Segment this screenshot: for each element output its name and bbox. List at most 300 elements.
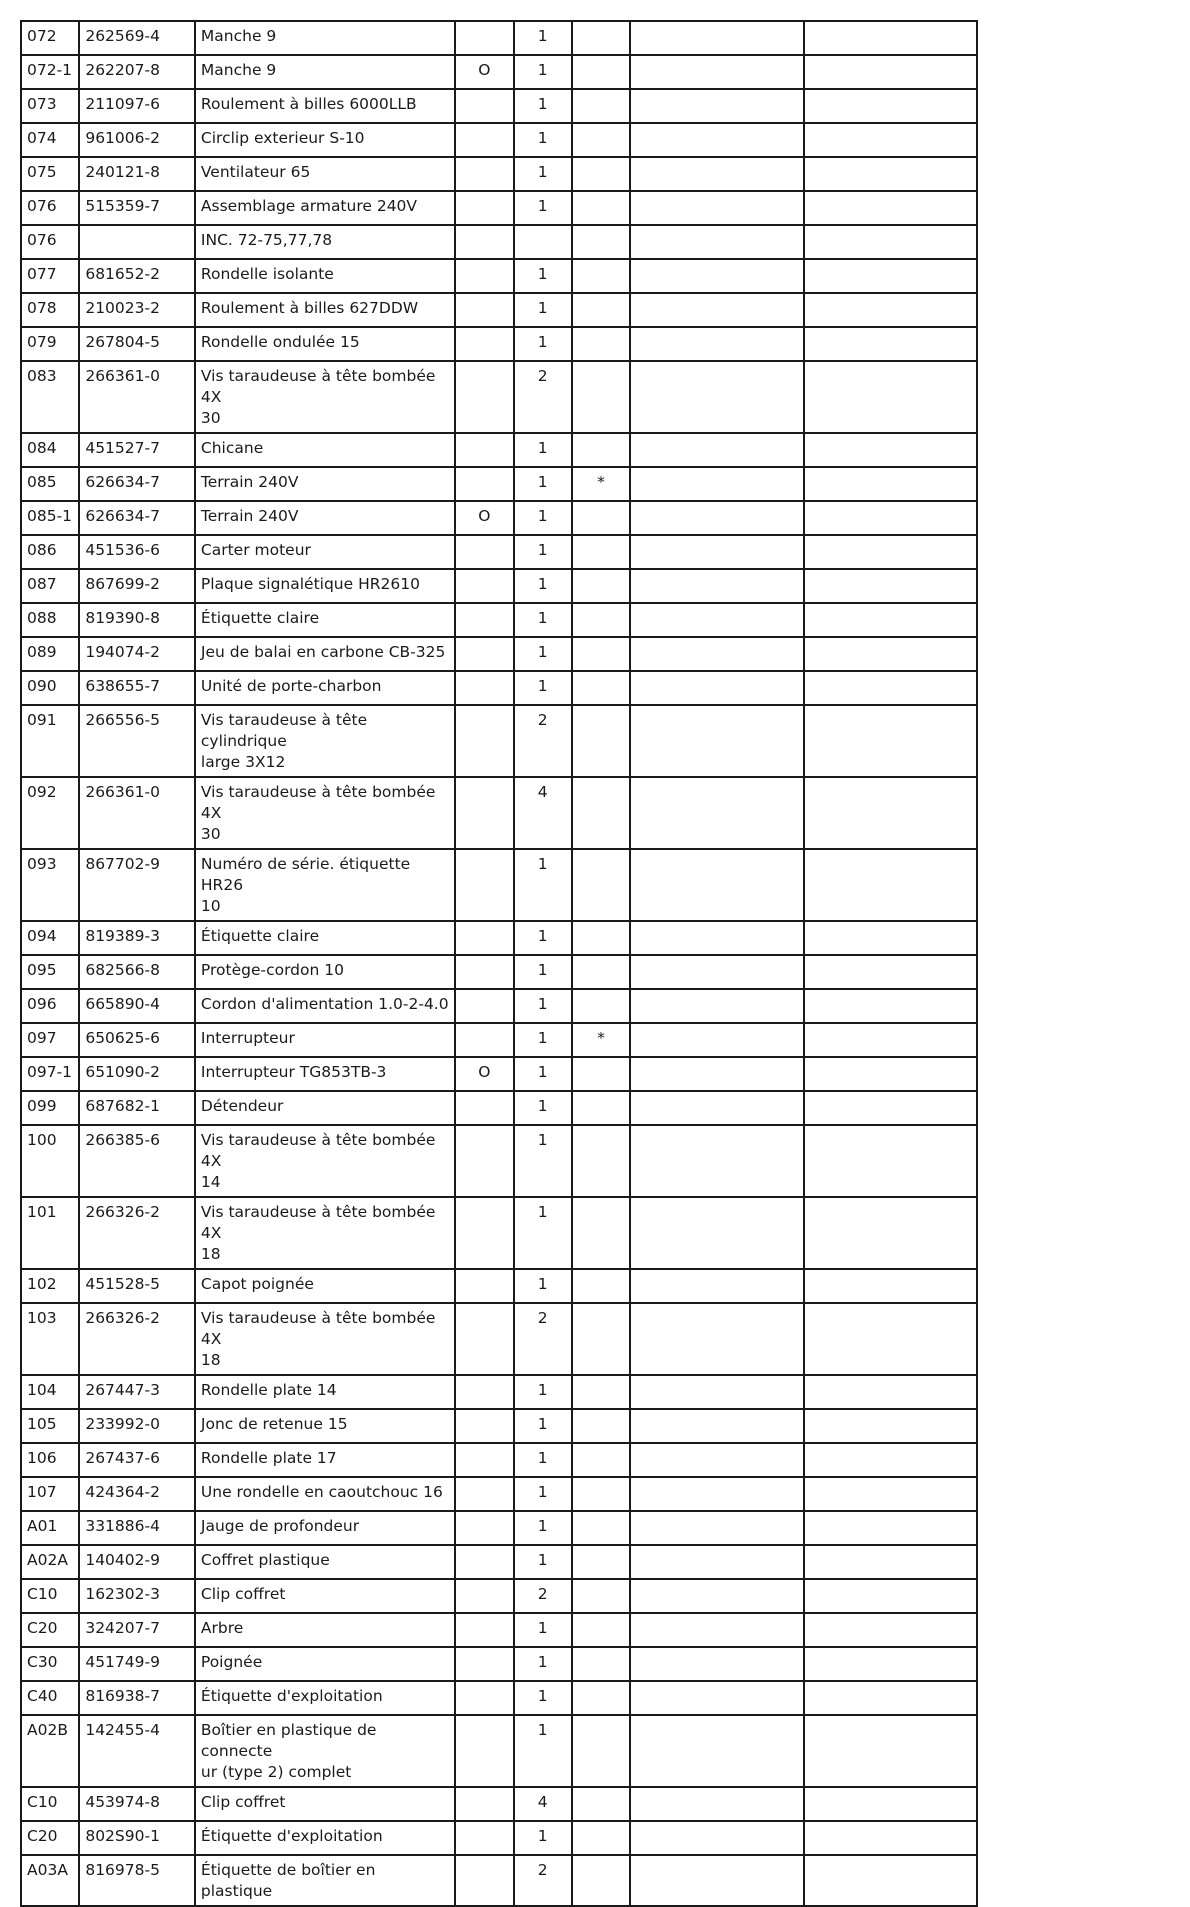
table-row [21, 1477, 977, 1511]
table-row [21, 433, 977, 467]
empty-cell [630, 293, 804, 327]
description-cell: Arbre [195, 1613, 455, 1647]
quantity-cell: 2 [514, 1303, 572, 1375]
note-cell [572, 361, 630, 433]
description-cell: Étiquette claire [195, 603, 455, 637]
quantity-cell: 1 [514, 535, 572, 569]
part-number-cell: 451527-7 [79, 433, 195, 467]
note-cell: * [572, 1023, 630, 1057]
quantity-cell: 1 [514, 1715, 572, 1787]
note-cell [572, 1613, 630, 1647]
empty-cell [630, 637, 804, 671]
description-cell: Unité de porte-charbon [195, 671, 455, 705]
empty-cell [630, 989, 804, 1023]
quantity-cell: 1 [514, 89, 572, 123]
empty-cell [630, 191, 804, 225]
description-cell: Vis taraudeuse à tête bombée 4X 30 [195, 777, 455, 849]
empty-cell [804, 989, 977, 1023]
description-cell: Manche 9 [195, 21, 455, 55]
item-number-cell: 078 [21, 293, 79, 327]
empty-cell [630, 1057, 804, 1091]
item-number-cell: 084 [21, 433, 79, 467]
table-row [21, 225, 977, 259]
empty-cell [804, 777, 977, 849]
description-cell: Cordon d'alimentation 1.0-2-4.0 [195, 989, 455, 1023]
table-row [21, 1409, 977, 1443]
option-cell [455, 89, 513, 123]
item-number-cell: 076 [21, 225, 79, 259]
quantity-cell: 1 [514, 1511, 572, 1545]
description-cell: Vis taraudeuse à tête cylindrique large 3X12 [195, 705, 455, 777]
part-number-cell: 266361-0 [79, 361, 195, 433]
option-cell [455, 467, 513, 501]
empty-cell [804, 1855, 977, 1906]
table-row [21, 603, 977, 637]
table-row [21, 467, 977, 501]
empty-cell [804, 1715, 977, 1787]
empty-cell [804, 259, 977, 293]
option-cell [455, 1545, 513, 1579]
option-cell [455, 1125, 513, 1197]
item-number-cell: 077 [21, 259, 79, 293]
description-cell: Protège-cordon 10 [195, 955, 455, 989]
quantity-cell: 1 [514, 569, 572, 603]
quantity-cell: 1 [514, 1375, 572, 1409]
option-cell [455, 849, 513, 921]
note-cell [572, 1057, 630, 1091]
empty-cell [804, 1269, 977, 1303]
description-cell: Clip coffret [195, 1579, 455, 1613]
option-cell [455, 1269, 513, 1303]
item-number-cell: 094 [21, 921, 79, 955]
empty-cell [630, 603, 804, 637]
note-cell [572, 293, 630, 327]
item-number-cell: 074 [21, 123, 79, 157]
note-cell: * [572, 467, 630, 501]
note-cell [572, 989, 630, 1023]
note-cell [572, 1855, 630, 1906]
empty-cell [630, 777, 804, 849]
note-cell [572, 1269, 630, 1303]
item-number-cell: 101 [21, 1197, 79, 1269]
table-row [21, 921, 977, 955]
part-number-cell: 451528-5 [79, 1269, 195, 1303]
part-number-cell: 867702-9 [79, 849, 195, 921]
option-cell [455, 1579, 513, 1613]
part-number-cell: 638655-7 [79, 671, 195, 705]
description-cell: Ventilateur 65 [195, 157, 455, 191]
table-row [21, 1715, 977, 1787]
option-cell [455, 1023, 513, 1057]
quantity-cell: 1 [514, 955, 572, 989]
description-cell: Terrain 240V [195, 501, 455, 535]
empty-cell [630, 1303, 804, 1375]
note-cell [572, 955, 630, 989]
empty-cell [804, 1125, 977, 1197]
empty-cell [804, 637, 977, 671]
part-number-cell: 819390-8 [79, 603, 195, 637]
table-row [21, 569, 977, 603]
option-cell [455, 1787, 513, 1821]
empty-cell [630, 1579, 804, 1613]
item-number-cell: C10 [21, 1787, 79, 1821]
table-row [21, 327, 977, 361]
item-number-cell: 085-1 [21, 501, 79, 535]
part-number-cell: 681652-2 [79, 259, 195, 293]
note-cell [572, 1091, 630, 1125]
part-number-cell: 682566-8 [79, 955, 195, 989]
table-row [21, 1647, 977, 1681]
empty-cell [804, 1303, 977, 1375]
part-number-cell: 819389-3 [79, 921, 195, 955]
part-number-cell: 451749-9 [79, 1647, 195, 1681]
option-cell [455, 433, 513, 467]
empty-cell [804, 535, 977, 569]
quantity-cell: 1 [514, 191, 572, 225]
description-cell: Numéro de série. étiquette HR26 10 [195, 849, 455, 921]
part-number-cell: 802S90-1 [79, 1821, 195, 1855]
table-row [21, 1787, 977, 1821]
note-cell [572, 569, 630, 603]
part-number-cell: 266326-2 [79, 1303, 195, 1375]
quantity-cell: 1 [514, 433, 572, 467]
quantity-cell: 1 [514, 1477, 572, 1511]
empty-cell [630, 1409, 804, 1443]
empty-cell [804, 1375, 977, 1409]
note-cell [572, 1443, 630, 1477]
part-number-cell [79, 225, 195, 259]
item-number-cell: 107 [21, 1477, 79, 1511]
quantity-cell: 1 [514, 671, 572, 705]
option-cell [455, 293, 513, 327]
description-cell: Plaque signalétique HR2610 [195, 569, 455, 603]
option-cell [455, 157, 513, 191]
quantity-cell: 1 [514, 1821, 572, 1855]
empty-cell [804, 1579, 977, 1613]
empty-cell [630, 1715, 804, 1787]
item-number-cell: 072 [21, 21, 79, 55]
empty-cell [804, 705, 977, 777]
part-number-cell: 324207-7 [79, 1613, 195, 1647]
description-cell: Une rondelle en caoutchouc 16 [195, 1477, 455, 1511]
description-cell: Roulement à billes 6000LLB [195, 89, 455, 123]
part-number-cell: 867699-2 [79, 569, 195, 603]
part-number-cell: 194074-2 [79, 637, 195, 671]
option-cell [455, 637, 513, 671]
empty-cell [630, 1647, 804, 1681]
option-cell [455, 1855, 513, 1906]
quantity-cell: 1 [514, 1023, 572, 1057]
quantity-cell: 2 [514, 1579, 572, 1613]
part-number-cell: 267437-6 [79, 1443, 195, 1477]
note-cell [572, 1375, 630, 1409]
description-cell: Coffret plastique [195, 1545, 455, 1579]
table-row [21, 55, 977, 89]
table-row [21, 955, 977, 989]
table-row [21, 777, 977, 849]
item-number-cell: C20 [21, 1613, 79, 1647]
option-cell [455, 603, 513, 637]
option-cell [455, 1821, 513, 1855]
part-number-cell: 266361-0 [79, 777, 195, 849]
empty-cell [630, 1511, 804, 1545]
empty-cell [804, 1681, 977, 1715]
note-cell [572, 1197, 630, 1269]
quantity-cell: 1 [514, 1125, 572, 1197]
note-cell [572, 259, 630, 293]
empty-cell [630, 1091, 804, 1125]
table-row [21, 1057, 977, 1091]
table-row [21, 705, 977, 777]
empty-cell [630, 55, 804, 89]
option-cell [455, 123, 513, 157]
quantity-cell: 1 [514, 1091, 572, 1125]
description-cell: Roulement à billes 627DDW [195, 293, 455, 327]
note-cell [572, 637, 630, 671]
item-number-cell: 089 [21, 637, 79, 671]
item-number-cell: C30 [21, 1647, 79, 1681]
table-row [21, 89, 977, 123]
quantity-cell: 1 [514, 1545, 572, 1579]
empty-cell [804, 955, 977, 989]
option-cell [455, 1511, 513, 1545]
table-row [21, 501, 977, 535]
quantity-cell: 1 [514, 501, 572, 535]
part-number-cell: 650625-6 [79, 1023, 195, 1057]
description-cell: Clip coffret [195, 1787, 455, 1821]
note-cell [572, 671, 630, 705]
part-number-cell: 142455-4 [79, 1715, 195, 1787]
empty-cell [630, 955, 804, 989]
table-row [21, 1821, 977, 1855]
option-cell [455, 1375, 513, 1409]
empty-cell [804, 1647, 977, 1681]
item-number-cell: 087 [21, 569, 79, 603]
part-number-cell: 424364-2 [79, 1477, 195, 1511]
table-row [21, 1511, 977, 1545]
empty-cell [804, 849, 977, 921]
item-number-cell: 072-1 [21, 55, 79, 89]
empty-cell [630, 123, 804, 157]
option-cell [455, 955, 513, 989]
quantity-cell: 1 [514, 1409, 572, 1443]
option-cell [455, 921, 513, 955]
table-row [21, 1443, 977, 1477]
empty-cell [804, 1821, 977, 1855]
quantity-cell: 1 [514, 259, 572, 293]
quantity-cell: 1 [514, 1613, 572, 1647]
item-number-cell: 076 [21, 191, 79, 225]
empty-cell [630, 21, 804, 55]
item-number-cell: 104 [21, 1375, 79, 1409]
empty-cell [804, 603, 977, 637]
item-number-cell: 086 [21, 535, 79, 569]
part-number-cell: 266326-2 [79, 1197, 195, 1269]
option-cell [455, 361, 513, 433]
quantity-cell: 1 [514, 1681, 572, 1715]
note-cell [572, 1409, 630, 1443]
empty-cell [630, 1821, 804, 1855]
option-cell [455, 327, 513, 361]
empty-cell [630, 1125, 804, 1197]
note-cell [572, 921, 630, 955]
description-cell: Boîtier en plastique de connecte ur (type 2) complet [195, 1715, 455, 1787]
item-number-cell: 097-1 [21, 1057, 79, 1091]
quantity-cell: 1 [514, 637, 572, 671]
empty-cell [804, 501, 977, 535]
empty-cell [804, 293, 977, 327]
option-cell [455, 989, 513, 1023]
table-row [21, 157, 977, 191]
table-row [21, 361, 977, 433]
empty-cell [804, 1443, 977, 1477]
note-cell [572, 1545, 630, 1579]
table-row [21, 1303, 977, 1375]
table-row [21, 1545, 977, 1579]
part-number-cell: 515359-7 [79, 191, 195, 225]
option-cell [455, 1091, 513, 1125]
empty-cell [804, 21, 977, 55]
item-number-cell: A02A [21, 1545, 79, 1579]
note-cell [572, 501, 630, 535]
table-row [21, 989, 977, 1023]
empty-cell [630, 1613, 804, 1647]
empty-cell [630, 1023, 804, 1057]
item-number-cell: C40 [21, 1681, 79, 1715]
part-number-cell: 816978-5 [79, 1855, 195, 1906]
description-cell: Capot poignée [195, 1269, 455, 1303]
quantity-cell: 2 [514, 705, 572, 777]
empty-cell [804, 1091, 977, 1125]
quantity-cell: 1 [514, 123, 572, 157]
empty-cell [630, 467, 804, 501]
table-row [21, 1125, 977, 1197]
empty-cell [630, 921, 804, 955]
quantity-cell: 1 [514, 21, 572, 55]
item-number-cell: 106 [21, 1443, 79, 1477]
item-number-cell: A03A [21, 1855, 79, 1906]
option-cell [455, 1197, 513, 1269]
empty-cell [804, 569, 977, 603]
note-cell [572, 1303, 630, 1375]
part-number-cell: 267447-3 [79, 1375, 195, 1409]
table-row [21, 535, 977, 569]
empty-cell [804, 467, 977, 501]
description-cell: Étiquette d'exploitation [195, 1681, 455, 1715]
empty-cell [630, 225, 804, 259]
quantity-cell: 1 [514, 467, 572, 501]
item-number-cell: 091 [21, 705, 79, 777]
part-number-cell: 267804-5 [79, 327, 195, 361]
table-row [21, 123, 977, 157]
empty-cell [804, 327, 977, 361]
empty-cell [804, 1197, 977, 1269]
quantity-cell: 1 [514, 1647, 572, 1681]
note-cell [572, 327, 630, 361]
item-number-cell: 102 [21, 1269, 79, 1303]
option-cell [455, 535, 513, 569]
empty-cell [804, 225, 977, 259]
empty-cell [804, 1787, 977, 1821]
quantity-cell: 1 [514, 849, 572, 921]
quantity-cell: 2 [514, 361, 572, 433]
item-number-cell: 097 [21, 1023, 79, 1057]
empty-cell [630, 1477, 804, 1511]
item-number-cell: A01 [21, 1511, 79, 1545]
description-cell: Étiquette de boîtier en plastique [195, 1855, 455, 1906]
item-number-cell: 083 [21, 361, 79, 433]
part-number-cell: 453974-8 [79, 1787, 195, 1821]
note-cell [572, 1787, 630, 1821]
empty-cell [804, 1545, 977, 1579]
note-cell [572, 535, 630, 569]
part-number-cell: 233992-0 [79, 1409, 195, 1443]
item-number-cell: A02B [21, 1715, 79, 1787]
description-cell: Vis taraudeuse à tête bombée 4X 30 [195, 361, 455, 433]
item-number-cell: 095 [21, 955, 79, 989]
note-cell [572, 1511, 630, 1545]
part-number-cell: 162302-3 [79, 1579, 195, 1613]
quantity-cell: 1 [514, 1197, 572, 1269]
part-number-cell: 816938-7 [79, 1681, 195, 1715]
option-cell [455, 777, 513, 849]
description-cell: Étiquette claire [195, 921, 455, 955]
table-row [21, 191, 977, 225]
option-cell [455, 21, 513, 55]
part-number-cell: 687682-1 [79, 1091, 195, 1125]
quantity-cell: 1 [514, 55, 572, 89]
empty-cell [630, 1545, 804, 1579]
description-cell: Rondelle plate 14 [195, 1375, 455, 1409]
table-row [21, 1375, 977, 1409]
table-row [21, 21, 977, 55]
part-number-cell: 262207-8 [79, 55, 195, 89]
empty-cell [804, 123, 977, 157]
quantity-cell: 2 [514, 1855, 572, 1906]
note-cell [572, 1125, 630, 1197]
table-row [21, 1091, 977, 1125]
part-number-cell: 240121-8 [79, 157, 195, 191]
item-number-cell: 096 [21, 989, 79, 1023]
option-cell [455, 1647, 513, 1681]
empty-cell [804, 1477, 977, 1511]
note-cell [572, 705, 630, 777]
empty-cell [804, 1057, 977, 1091]
note-cell [572, 21, 630, 55]
part-number-cell: 626634-7 [79, 501, 195, 535]
item-number-cell: 085 [21, 467, 79, 501]
quantity-cell: 1 [514, 1269, 572, 1303]
item-number-cell: 103 [21, 1303, 79, 1375]
option-cell [455, 225, 513, 259]
option-cell [455, 671, 513, 705]
table-row [21, 1613, 977, 1647]
note-cell [572, 777, 630, 849]
empty-cell [630, 1681, 804, 1715]
table-row [21, 1855, 977, 1906]
option-cell [455, 1443, 513, 1477]
empty-cell [804, 89, 977, 123]
empty-cell [630, 671, 804, 705]
item-number-cell: 075 [21, 157, 79, 191]
empty-cell [804, 157, 977, 191]
item-number-cell: 093 [21, 849, 79, 921]
item-number-cell: 105 [21, 1409, 79, 1443]
part-number-cell: 665890-4 [79, 989, 195, 1023]
empty-cell [804, 1409, 977, 1443]
empty-cell [804, 1613, 977, 1647]
empty-cell [630, 501, 804, 535]
